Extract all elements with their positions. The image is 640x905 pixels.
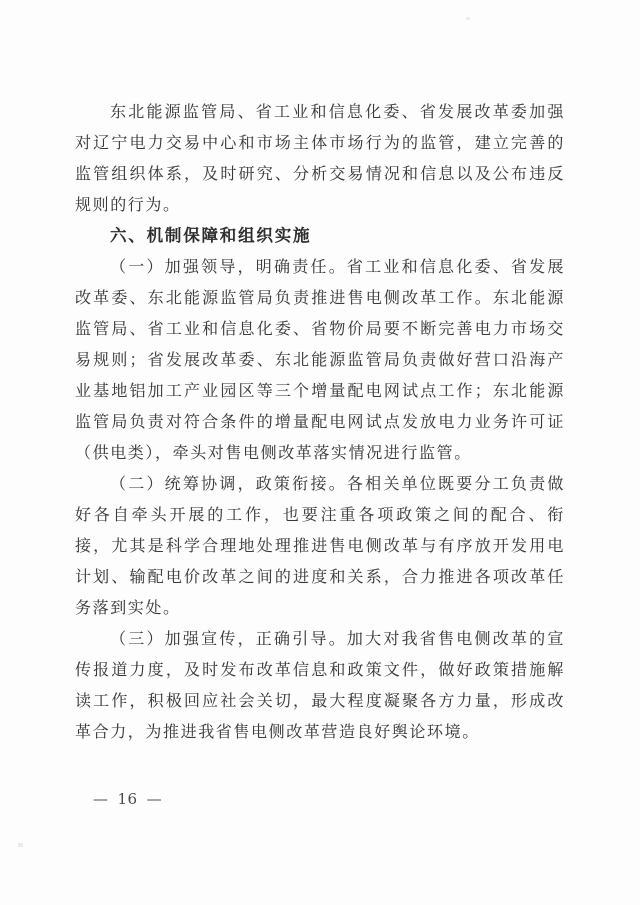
paragraph-publicity-guidance: （三）加强宣传，正确引导。加大对我省售电侧改革的宣传报道力度，及时发布改革信息和政策文件，做好政策措施解读工作，积极回应社会关切，最大程度凝聚各方力量，形成改革合力，为推进我省售电侧改革营造良好舆论环境。: [75, 629, 565, 741]
paragraph-strengthen-leadership: （一）加强领导，明确责任。省工业和信息化委、省发展改革委、东北能源监管局负责推进售电侧改革工作。东北能源监管局、省工业和信息化委、省物价局要不断完善电力市场交易规则；省发展改革委、东北能源监管局负责做好营口沿海产业基地铝加工产业园区等三个增量配电网试点工作；东北能源监管局负责对符合条件的增量配电网试点发放电力业务许可证（供电类），牵头对售电侧改革落实情况进行监管。: [75, 257, 565, 462]
scan-artifact-speck: [466, 17, 470, 20]
paragraph-market-oversight: 东北能源监管局、省工业和信息化委、省发展改革委加强对辽宁电力交易中心和市场主体市场行为的监管，建立完善的监管组织体系，及时研究、分析交易情况和信息以及公布违反规则的行为。: [75, 102, 565, 214]
paragraph-coordination-policy: （二）统筹协调，政策衔接。各相关单位既要分工负责做好各自牵头开展的工作，也要注重各项政策之间的配合、衔接，尤其是科学合理地处理推进售电侧改革与有序放开发用电计划、输配电价改革之间的进度和关系，合力推进各项改革任务落到实处。: [75, 474, 565, 617]
page-footer: [93, 790, 162, 808]
page-number: 16: [117, 790, 138, 808]
footer-dash-right: —: [146, 790, 163, 808]
section-heading-mechanism-guarantee: 六、机制保障和组织实施: [110, 226, 312, 245]
footer-dash-left: —: [93, 790, 109, 808]
scan-artifact-speck: [18, 843, 23, 847]
